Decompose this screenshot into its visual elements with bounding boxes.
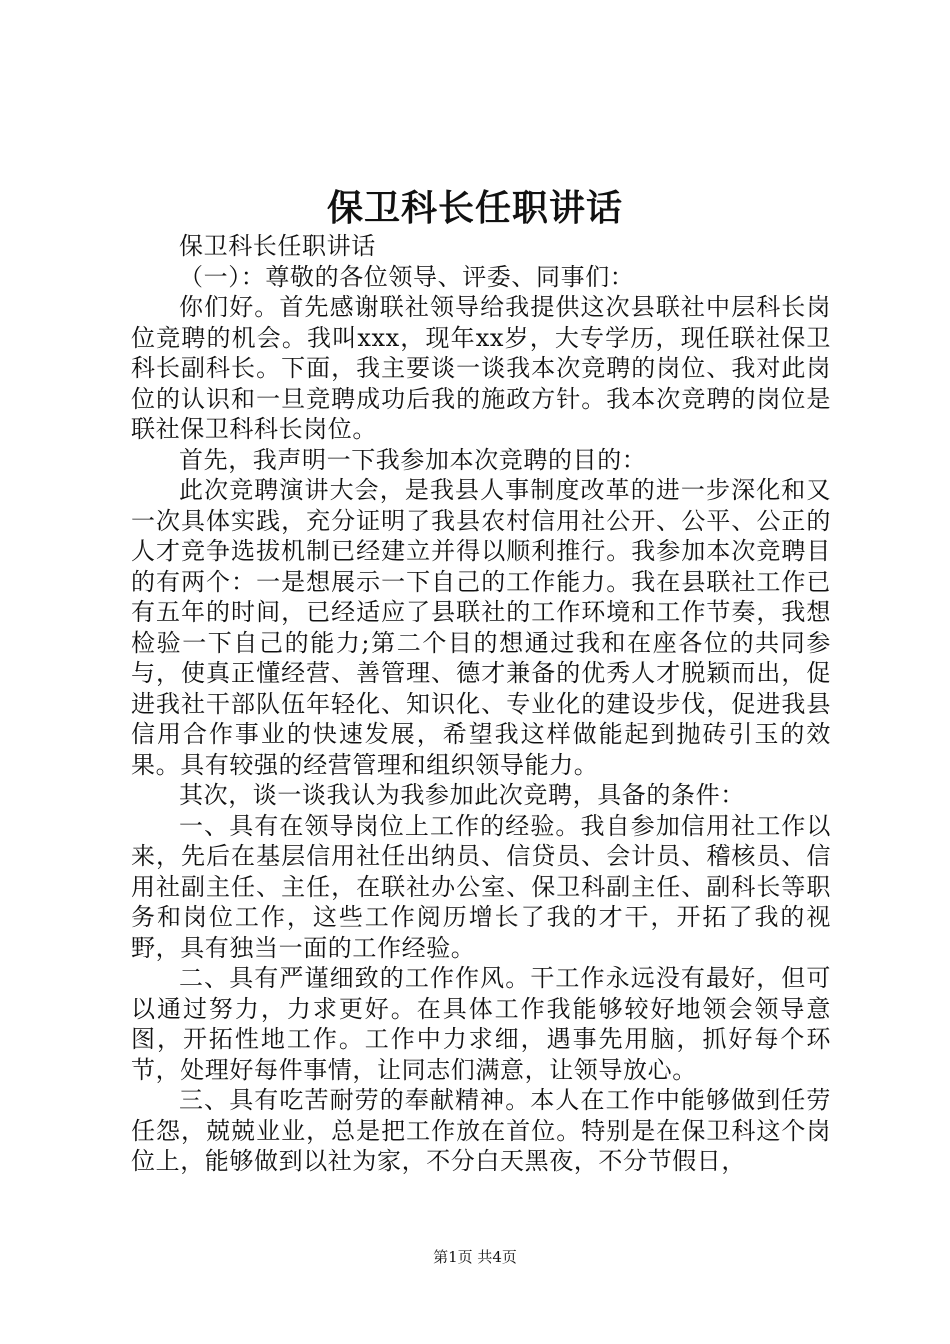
paragraph-salutation: （一）：尊敬的各位领导、评委、同事们： (179, 262, 635, 291)
paragraph-condition-3: 三、具有吃苦耐劳的奉献精神。本人在工作中能够做到任劳任怨，兢兢业业，总是把工作放在首位。特别是在保卫科这个岗位上，能够做到以社为家，不分白天黑夜，不分节假日， (131, 1086, 831, 1175)
paragraph-purpose: 此次竞聘演讲大会，是我县人事制度改革的进一步深化和又一次具体实践，充分证明了我县农村信用社公开、公平、公正的人才竞争选拔机制已经建立并得以顺利推行。我参加本次竞聘目的有两个：一是想展示一下自己的工作能力。我在县联社工作已有五年的时间，已经适应了县联社的工作环境和工作节奏，我想检验一下自己的能力;第二个目的想通过我和在座各位的共同参与，使真正懂经营、善管理、德才兼备的优秀人才脱颖而出，促进我社干部队伍年轻化、知识化、专业化的建设步伐，促进我县信用合作事业的快速发展，希望我这样做能起到抛砖引玉的效果。具有较强的经营管理和组织领导能力。 (131, 476, 831, 779)
paragraph-introduction: 你们好。首先感谢联社领导给我提供这次县联社中层科长岗位竞聘的机会。我叫xxx，现年xx岁，大专学历，现任联社保卫科长副科长。下面，我主要谈一谈我本次竞聘的岗位、我对此岗位的认识和一旦竞聘成功后我的施政方针。我本次竞聘的岗位是联社保卫科科长岗位。 (131, 293, 831, 443)
paragraph-condition-1: 一、具有在领导岗位上工作的经验。我自参加信用社工作以来，先后在基层信用社任出纳员、信贷员、会计员、稽核员、信用社副主任、主任，在联社办公室、保卫科副主任、副科长等职务和岗位工作，这些工作阅历增长了我的才干，开拓了我的视野，具有独当一面的工作经验。 (131, 811, 831, 962)
paragraph-purpose-lead: 首先，我声明一下我参加本次竞聘的目的： (179, 445, 647, 474)
page-number-footer: 第1页 共4页 (433, 1248, 517, 1266)
document-title: 保卫科长任职讲话 (326, 187, 623, 229)
document-body (131, 231, 831, 1177)
paragraph-condition-2: 二、具有严谨细致的工作作风。干工作永远没有最好，但可以通过努力，力求更好。在具体工作我能够较好地领会领导意图，开拓性地工作。工作中力求细，遇事先用脑，抓好每个环节，处理好每件事情，让同志们满意，让领导放心。 (131, 964, 831, 1084)
paragraph-heading: 保卫科长任职讲话 (179, 232, 376, 260)
paragraph-conditions-lead: 其次，谈一谈我认为我参加此次竞聘，具备的条件： (179, 781, 745, 809)
